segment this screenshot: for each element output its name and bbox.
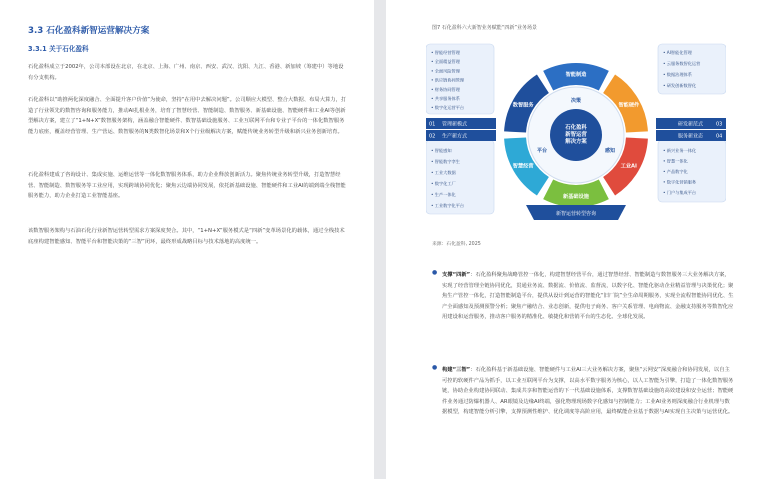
diagram-list-item: • 智慧一体化 (663, 158, 688, 164)
bullet-icon: ● (432, 364, 438, 371)
bullet-icon: ● (432, 269, 438, 276)
inner-label-platform: 平台 (536, 148, 548, 154)
inner-label-sensing: 感知 (604, 148, 616, 154)
diagram-list-item: • 智能经营管理 (431, 50, 460, 55)
diagram-list-item: • 智能数字孪生 (431, 159, 460, 164)
center-line-3: 解决方案 (565, 139, 587, 145)
right-page (386, 0, 760, 479)
ring-label: 智能制造 (565, 72, 587, 78)
diagram-list-item: • 研发创新数智化 (663, 83, 697, 88)
tag-research: 研发新范式 (678, 121, 704, 128)
bottom-label: 新智运营转型咨询 (555, 211, 597, 217)
tag-num-03: 03 (716, 121, 723, 128)
left-page (0, 0, 374, 479)
bullet-2 (442, 365, 734, 418)
ring-label: 数智服务 (512, 102, 534, 109)
center-line-2: 新智运营 (565, 132, 587, 138)
diagram-list-item: • 智能感知 (431, 148, 452, 153)
diagram-list-item: • 门户与集成平台 (663, 190, 697, 195)
diagram-list-item: • 共享服务体系 (431, 96, 460, 101)
business-diagram (426, 40, 726, 232)
diagram-list-item: • 工业数字化平台 (431, 203, 465, 208)
tag-production: 生产新方式 (442, 133, 468, 140)
section-title: 3.3 石化盈科新智运营解决方案 (28, 26, 150, 36)
bullet-2-title: 构建“三智” (442, 367, 471, 373)
diagram-list-item: • 数据治理体系 (663, 72, 692, 77)
bullet-1-text: ：石化盈科聚焦战略管控一体化，构建智慧经营平台，通过智慧经营、智能制造与数智服务三大业务解决方案，实现了经营管理全链协同优化，贯通业务流、数据流、价值流、监督流，以数字化、智能化驱动企业精益管理与决策优化；聚焦生产管控一体化，打造智能制造平台，提供从设计到运营的智能化“旧厂院”全生命周期服务，实现全流程智能协同优化、生产全面感知及预测预警分析；聚焦产融结合、业态创新，提供电子商务、客户关系管理、电商物流、金融支持服务等数智化应用建设和运营服务，推动客户服务的精准化、敏捷化和营销平台的生态化、全球化发展。 (442, 272, 734, 321)
diagram-list-item: • 数字化运营平台 (431, 105, 465, 111)
figure-caption: 图7 石化盈科六大新智业务赋能“四新”业务场景 (432, 25, 537, 31)
paragraph-2: 石化盈科以“助推两化深度融合、全面提升客户价值”为使命，坚持“在用中去解决问题”。公司顺应大模型、整合大数据、布局大算力，打造了行业领先的数智咨询和服务能力，推动AI扎根业务，培育了智慧经营、智能制造、数智服务、新基础设施、智能硬件和工业AI等创新型解决方案，建立了“1+N+X”数智服务架构，涵盖融合智能硬件、数智基础设施服务、工业互联网平台和专业子平台的一体化数智服务能力底座，覆盖经营管理、生产营运、数智服务的N类数智化场景和X个行业级解决方案，赋能传统业务转型升级和新兴业务创新培育。 (28, 97, 347, 135)
diagram-list-item: • 产品数字化 (663, 169, 688, 174)
bullet-2-text: ：石化盈科基于新基础设施、智能硬件与工业AI三大业务解决方案，聚焦“云网安”深度融合和协同发展，以自主可控的软硬件产品为抓手，以工业互联网平台为支撑，以高水平数字服务为核心，以人工智能为引擎，打造了一体化数智服务链，协助企业构建协同联动、集成共享和智能运营的下一代基础设施体系，支撑数智基础设施的高效建设和安全运营；智能硬件业务通过防爆机器人、AR眼镜及边缘AI终端，强化物理现场数字化感知与控制能力；工业AI业务则深度融合行业机理与数据模型，构建智能分析引擎，支撑预测性维护、优化调度等高阶应用，最终赋能企业基于数据与AI实现自主决策与运营优化。 (442, 367, 734, 416)
subsection-title: 3.3.1 关于石化盈科 (28, 45, 89, 53)
inner-label-decision: 决策 (570, 98, 582, 104)
paragraph-3: 石化盈科建成了咨询设计、集成实施、运维运营等一体化数智服务体系，助力企业释放创新活力。聚焦传统业务转型升级，打造智慧经营、智能制造、数智服务等工业应用，实现跨域协同优化；聚焦云边端协同发展，依托新基础设施、智能硬件和工业AI的端到端全栈智能服务能力，助力企业打造工业智能基座。 (28, 172, 346, 200)
tag-service: 服务新业态 (678, 133, 704, 140)
diagram-list-item: • 数字化工厂 (431, 181, 456, 186)
diagram-list-item: • 新兴业务一体化 (663, 148, 697, 153)
diagram-list-item: • 全面风险管理 (431, 68, 460, 74)
figure-source: 来源：石化盈科, 2025 (432, 242, 481, 247)
tag-num-02: 02 (429, 133, 436, 140)
ring-label: 新基础设施 (563, 194, 589, 200)
diagram-list-item: • 财务协同管理 (431, 86, 460, 92)
diagram-list-item: • 工业大数据 (431, 170, 456, 175)
ring-label: 智能硬件 (618, 102, 640, 109)
paragraph-4: 该数智服务架构与石油石化行业新智运营转型需求方案深度契合。其中，“1+N+X”服务模式是“四新”变革场景化的载体，通过全栈技术底座构建智能感知、智能平台和智能决策的“三智”闭环，最终形成战略目标与技术落地的高度统一。 (28, 228, 345, 245)
tag-management: 管理新模式 (442, 121, 468, 128)
center-line-1: 石化盈科 (565, 125, 587, 131)
ring-label: 智慧经营 (512, 163, 534, 170)
paragraph-1: 石化盈科成立于2002年，公司本部设在北京，在北京、上海、广州、南京、西安、武汉、沈阳、九江、香港、新加坡（筹建中）等地设有分支机构。 (28, 64, 344, 81)
diagram-list-item: • 供应链协同管理 (431, 77, 465, 83)
diagram-list-item: • 全面精益管理 (431, 59, 460, 65)
diagram-list-item: • 云服务数智化运营 (663, 61, 701, 66)
diagram-list-item: • 数字化营销服务 (663, 179, 697, 185)
diagram-list-item: • 生产一体化 (431, 192, 456, 197)
tag-num-01: 01 (429, 121, 436, 128)
diagram-list-item: • AI智能化管理 (663, 50, 692, 55)
tag-num-04: 04 (716, 133, 723, 140)
bullet-1 (442, 270, 734, 323)
bullet-1-title: 支撑“四新” (442, 272, 471, 278)
ring-label: 工业AI (620, 163, 637, 170)
